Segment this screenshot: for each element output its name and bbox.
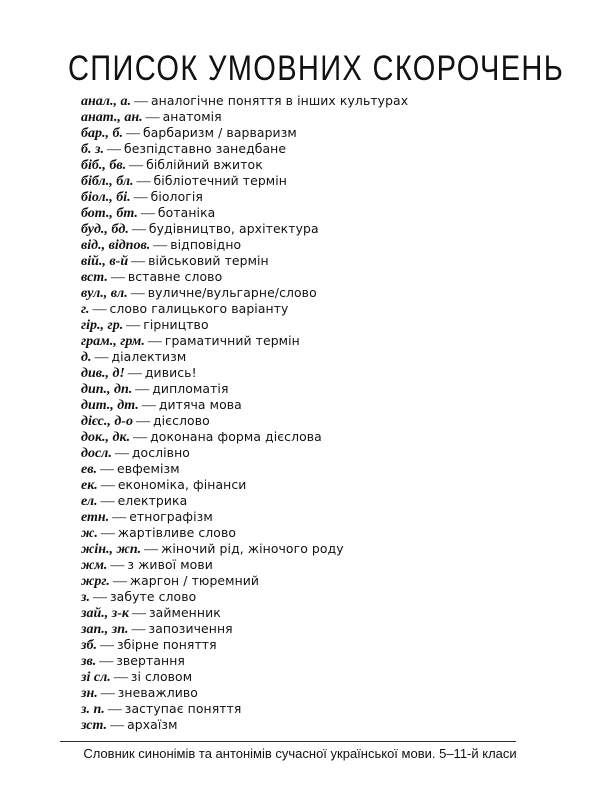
abbreviation-term: зн. <box>81 686 98 701</box>
abbreviation-term: бібл., бл. <box>81 174 134 189</box>
abbreviation-meaning: дивись! <box>144 365 197 380</box>
entry-dash: — <box>133 430 148 445</box>
entry-dash: — <box>110 270 125 285</box>
entry-dash: — <box>131 606 146 621</box>
abbreviation-term: від., відпов. <box>81 238 151 253</box>
abbreviation-meaning: жартівливе слово <box>117 525 237 540</box>
abbreviation-entry <box>81 605 551 621</box>
entry-dash: — <box>94 350 109 365</box>
entry-dash: — <box>144 542 159 557</box>
abbreviation-term: з. <box>81 590 90 605</box>
abbreviation-entry <box>81 205 551 221</box>
abbreviation-entry <box>81 589 551 605</box>
abbreviation-entry <box>81 189 551 205</box>
abbreviation-term: жін., жп. <box>81 542 142 557</box>
abbreviation-entry <box>81 141 551 157</box>
entry-dash: — <box>125 126 140 141</box>
abbreviation-entry <box>81 365 551 381</box>
entry-dash: — <box>145 110 160 125</box>
abbreviation-entry <box>81 221 551 237</box>
abbreviation-entry <box>81 621 551 637</box>
abbreviation-term: ек. <box>81 478 98 493</box>
abbreviation-term: ж. <box>81 526 98 541</box>
entry-dash: — <box>106 142 121 157</box>
entry-dash: — <box>133 190 148 205</box>
abbreviation-meaning: забуте слово <box>109 589 197 604</box>
abbreviation-term: зап., зп. <box>81 622 129 637</box>
entry-dash: — <box>99 462 114 477</box>
abbreviation-entry <box>81 461 551 477</box>
entry-dash: — <box>133 94 148 109</box>
abbreviation-meaning: заступає поняття <box>124 701 242 716</box>
abbreviation-term: вст. <box>81 270 108 285</box>
abbreviation-term: грам., грм. <box>81 334 145 349</box>
abbreviation-entry <box>81 525 551 541</box>
abbreviation-meaning: барбаризм / варваризм <box>142 125 297 140</box>
abbreviation-entry <box>81 573 551 589</box>
abbreviation-meaning: бібліотечний термін <box>153 173 288 188</box>
abbreviation-meaning: біологія <box>150 189 203 204</box>
abbreviation-term: гір., гр. <box>81 318 124 333</box>
entry-dash: — <box>110 718 125 733</box>
abbreviation-entry <box>81 93 551 109</box>
entry-dash: — <box>129 158 144 173</box>
abbreviation-meaning: граматичний термін <box>164 333 300 348</box>
abbreviation-term: біол., бі. <box>81 190 131 205</box>
entry-dash: — <box>113 670 128 685</box>
entry-dash: — <box>110 558 125 573</box>
abbreviation-entry <box>81 557 551 573</box>
abbreviation-entry <box>81 685 551 701</box>
abbreviation-term: зст. <box>81 718 108 733</box>
abbreviation-meaning: слово галицького варіанту <box>109 301 289 316</box>
abbreviation-meaning: військовий термін <box>148 253 269 268</box>
abbreviation-meaning: аналогічне поняття в інших культурах <box>150 93 409 108</box>
abbreviation-entry <box>81 669 551 685</box>
abbreviation-term: вій., в-й <box>81 254 129 269</box>
abbreviation-entry <box>81 493 551 509</box>
abbreviation-term: дієс., д-о <box>81 414 133 429</box>
abbreviation-meaning: звертання <box>116 653 185 668</box>
abbreviation-meaning: зі словом <box>130 669 193 684</box>
abbreviation-entry <box>81 109 551 125</box>
abbreviation-term: бар., б. <box>81 126 123 141</box>
entry-dash: — <box>114 446 129 461</box>
abbreviation-meaning: діалектизм <box>111 349 187 364</box>
entry-dash: — <box>112 574 127 589</box>
abbreviation-term: вул., вл. <box>81 286 128 301</box>
abbreviation-meaning: економіка, фінанси <box>117 477 247 492</box>
entry-dash: — <box>100 478 115 493</box>
entry-dash: — <box>131 222 146 237</box>
abbreviation-meaning: жіночий рід, жіночого роду <box>161 541 344 556</box>
abbreviation-meaning: дитяча мова <box>158 397 242 412</box>
abbreviation-meaning: електрика <box>117 493 188 508</box>
abbreviation-meaning: зневажливо <box>117 685 198 700</box>
abbreviation-entry <box>81 477 551 493</box>
entry-dash: — <box>147 334 162 349</box>
entry-dash: — <box>112 510 127 525</box>
abbreviation-meaning: дієслово <box>152 413 210 428</box>
abbreviation-term: етн. <box>81 510 110 525</box>
entry-dash: — <box>100 686 115 701</box>
page-title: СПИСОК УМОВНИХ СКОРОЧЕНЬ <box>68 49 565 88</box>
abbreviation-meaning: біблійний вжиток <box>146 157 263 172</box>
abbreviation-meaning: жаргон / тюремний <box>129 573 260 588</box>
entry-dash: — <box>92 302 107 317</box>
abbreviation-entry <box>81 445 551 461</box>
abbreviation-term: біб., бв. <box>81 158 127 173</box>
entry-dash: — <box>100 494 115 509</box>
abbreviation-meaning: анатомія <box>162 109 222 124</box>
abbreviation-term: з. п. <box>81 702 105 717</box>
abbreviation-term: зб. <box>81 638 97 653</box>
abbreviation-entry <box>81 509 551 525</box>
abbreviation-list <box>81 93 551 733</box>
abbreviation-entry <box>81 413 551 429</box>
abbreviation-meaning: евфемізм <box>116 461 180 476</box>
abbreviation-entry <box>81 173 551 189</box>
abbreviation-entry <box>81 157 551 173</box>
footer-running-title: Словник синонімів та антонімів сучасної української мови. 5–11-й класи <box>83 746 517 761</box>
abbreviation-meaning: з живої мови <box>127 557 213 572</box>
abbreviation-entry <box>81 429 551 445</box>
abbreviation-entry <box>81 125 551 141</box>
abbreviation-term: ел. <box>81 494 98 509</box>
entry-dash: — <box>92 590 107 605</box>
abbreviation-meaning: етнографізм <box>129 509 213 524</box>
entry-dash: — <box>153 238 168 253</box>
entry-dash: — <box>99 654 114 669</box>
entry-dash: — <box>99 638 114 653</box>
entry-dash: — <box>135 414 150 429</box>
entry-dash: — <box>135 382 150 397</box>
abbreviation-term: д. <box>81 350 92 365</box>
abbreviation-entry <box>81 317 551 333</box>
abbreviation-entry <box>81 285 551 301</box>
abbreviation-meaning: дослівно <box>131 445 190 460</box>
abbreviation-term: зі сл. <box>81 670 111 685</box>
abbreviation-entry <box>81 253 551 269</box>
abbreviation-entry <box>81 301 551 317</box>
abbreviation-meaning: збірне поняття <box>116 637 217 652</box>
entry-dash: — <box>107 702 122 717</box>
abbreviation-entry <box>81 269 551 285</box>
abbreviation-term: бот., бт. <box>81 206 138 221</box>
abbreviation-meaning: вуличне/вульгарне/слово <box>147 285 317 300</box>
abbreviation-entry <box>81 333 551 349</box>
abbreviation-term: анат., ан. <box>81 110 143 125</box>
abbreviation-term: анал., а. <box>81 94 131 109</box>
entry-dash: — <box>141 398 156 413</box>
abbreviation-meaning: відповідно <box>170 237 242 252</box>
entry-dash: — <box>131 254 146 269</box>
abbreviation-meaning: запозичення <box>148 621 233 636</box>
abbreviation-meaning: займенник <box>148 605 221 620</box>
abbreviation-term: дит., дт. <box>81 398 139 413</box>
abbreviation-entry <box>81 637 551 653</box>
abbreviation-entry <box>81 381 551 397</box>
abbreviation-term: жрг. <box>81 574 110 589</box>
entry-dash: — <box>136 174 151 189</box>
entry-dash: — <box>100 526 115 541</box>
abbreviation-term: дип., дп. <box>81 382 133 397</box>
abbreviation-meaning: гірництво <box>143 317 209 332</box>
abbreviation-term: док., дк. <box>81 430 131 445</box>
abbreviation-meaning: будівництво, архітектура <box>148 221 319 236</box>
abbreviation-entry <box>81 701 551 717</box>
abbreviation-term: зв. <box>81 654 97 669</box>
abbreviation-term: г. <box>81 302 90 317</box>
entry-dash: — <box>130 286 145 301</box>
abbreviation-meaning: ботаніка <box>157 205 216 220</box>
abbreviation-term: див., д! <box>81 366 125 381</box>
abbreviation-entry <box>81 397 551 413</box>
footer-divider <box>60 741 516 742</box>
abbreviation-term: б. з. <box>81 142 104 157</box>
abbreviation-meaning: архаїзм <box>127 717 178 732</box>
abbreviation-term: досл. <box>81 446 112 461</box>
abbreviation-term: буд., бд. <box>81 222 129 237</box>
abbreviation-term: ев. <box>81 462 97 477</box>
entry-dash: — <box>127 366 142 381</box>
abbreviation-term: жм. <box>81 558 108 573</box>
abbreviation-meaning: вставне слово <box>127 269 223 284</box>
abbreviation-meaning: безпідставно занедбане <box>123 141 287 156</box>
abbreviation-entry <box>81 717 551 733</box>
abbreviation-meaning: дипломатія <box>152 381 229 396</box>
abbreviation-entry <box>81 541 551 557</box>
entry-dash: — <box>140 206 155 221</box>
abbreviation-entry <box>81 237 551 253</box>
abbreviation-entry <box>81 653 551 669</box>
abbreviation-meaning: доконана форма дієслова <box>150 429 322 444</box>
entry-dash: — <box>126 318 141 333</box>
abbreviation-term: зай., з-к <box>81 606 129 621</box>
abbreviation-entry <box>81 349 551 365</box>
entry-dash: — <box>131 622 146 637</box>
